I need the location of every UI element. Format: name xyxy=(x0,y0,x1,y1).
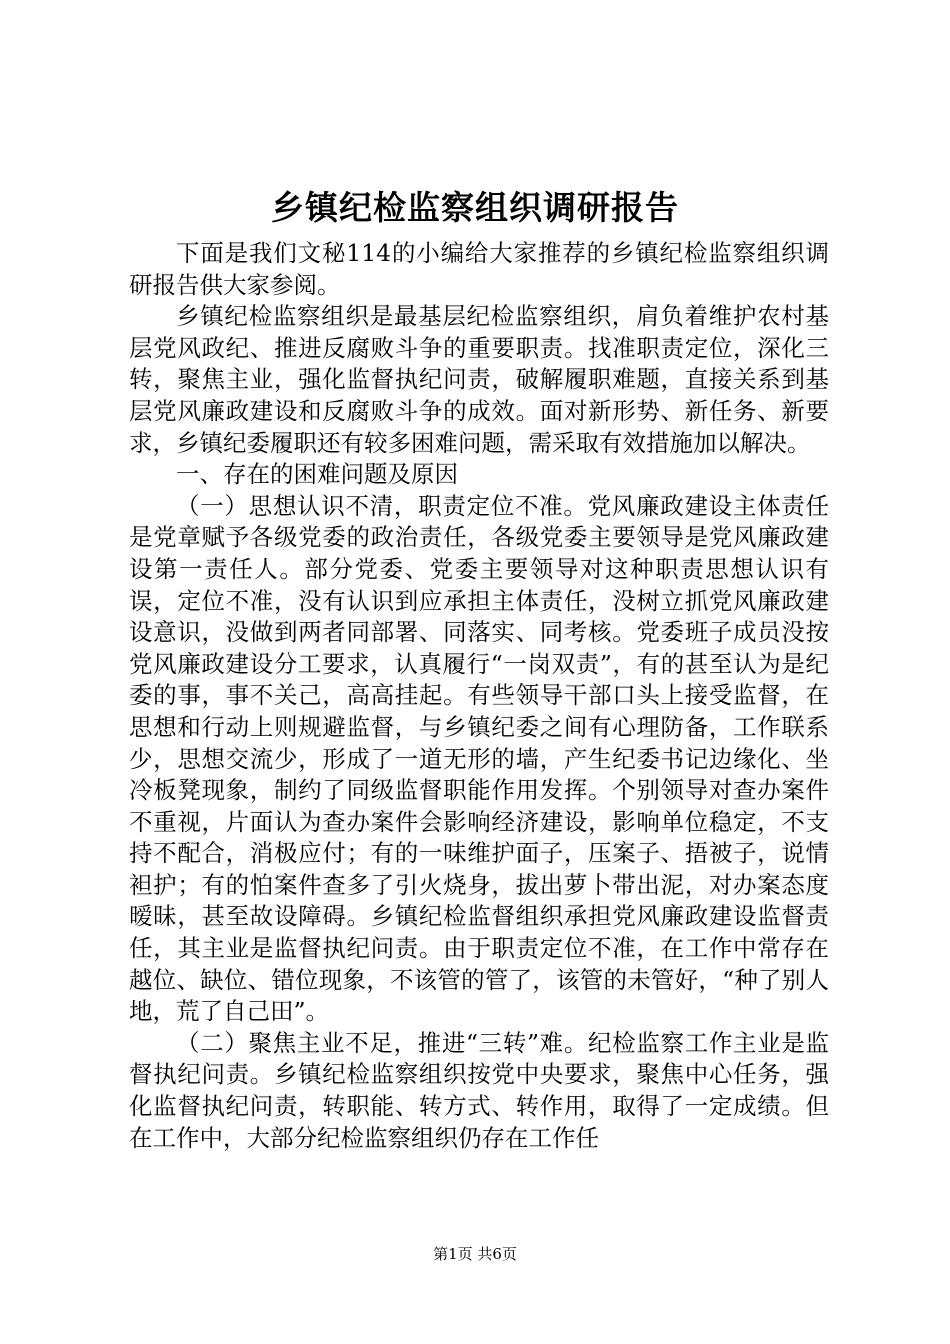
document-title: 乡镇纪检监察组织调研报告 xyxy=(271,188,679,227)
document-body xyxy=(129,238,829,1154)
paragraph-subsection-2: （二）聚焦主业不足，推进“三转”难。纪检监察工作主业是监督执纪问责。乡镇纪检监察组织按党中央要求，聚焦中心任务，强化监督执纪问责，转职能、转方式、转作用，取得了一定成绩。但在工作中，大部分纪检监察组织仍存在工作任 xyxy=(129,1028,829,1152)
paragraph-subsection-1: （一）思想认识不清，职责定位不准。党风廉政建设主体责任是党章赋予各级党委的政治责任，各级党委主要领导是党风廉政建设第一责任人。部分党委、党委主要领导对这种职责思想认识有误，定位不准，没有认识到应承担主体责任，没树立抓党风廉政建设意识，没做到两者同部署、同落实、同考核。党委班子成员没按党风廉政建设分工要求，认真履行“一岗双责”，有的甚至认为是纪委的事，事不关己，高高挂起。有些领导干部口头上接受监督，在思想和行动上则规避监督，与乡镇纪委之间有心理防备，工作联系少，思想交流少，形成了一道无形的墙，产生纪委书记边缘化、坐冷板凳现象，制约了同级监督职能作用发挥。个别领导对查办案件不重视，片面认为查办案件会影响经济建设，影响单位稳定，不支持不配合，消极应付；有的一味维护面子，压案子、捂被子，说情袒护；有的怕案件查多了引火烧身，拔出萝卜带出泥，对办案态度暧昧，甚至故设障碍。乡镇纪检监督组织承担党风廉政建设监督责任，其主业是监督执纪问责。由于职责定位不准，在工作中常存在越位、缺位、错位现象，不该管的管了，该管的未管好，“种了别人地，荒了自己田”。 xyxy=(129,491,829,1026)
page-number: 第1页 共6页 xyxy=(433,1245,517,1263)
section-heading: 一、存在的困难问题及原因 xyxy=(176,460,458,489)
paragraph-overview: 乡镇纪检监察组织是最基层纪检监察组织，肩负着维护农村基层党风政纪、推进反腐败斗争的重要职责。找准职责定位，深化三转，聚焦主业，强化监督执纪问责，破解履职难题，直接关系到基层党风廉政建设和反腐败斗争的成效。面对新形势、新任务、新要求，乡镇纪委履职还有较多困难问题，需采取有效措施加以解决。 xyxy=(129,302,829,457)
paragraph-intro: 下面是我们文秘114的小编给大家推荐的乡镇纪检监察组织调研报告供大家参阅。 xyxy=(129,239,829,299)
